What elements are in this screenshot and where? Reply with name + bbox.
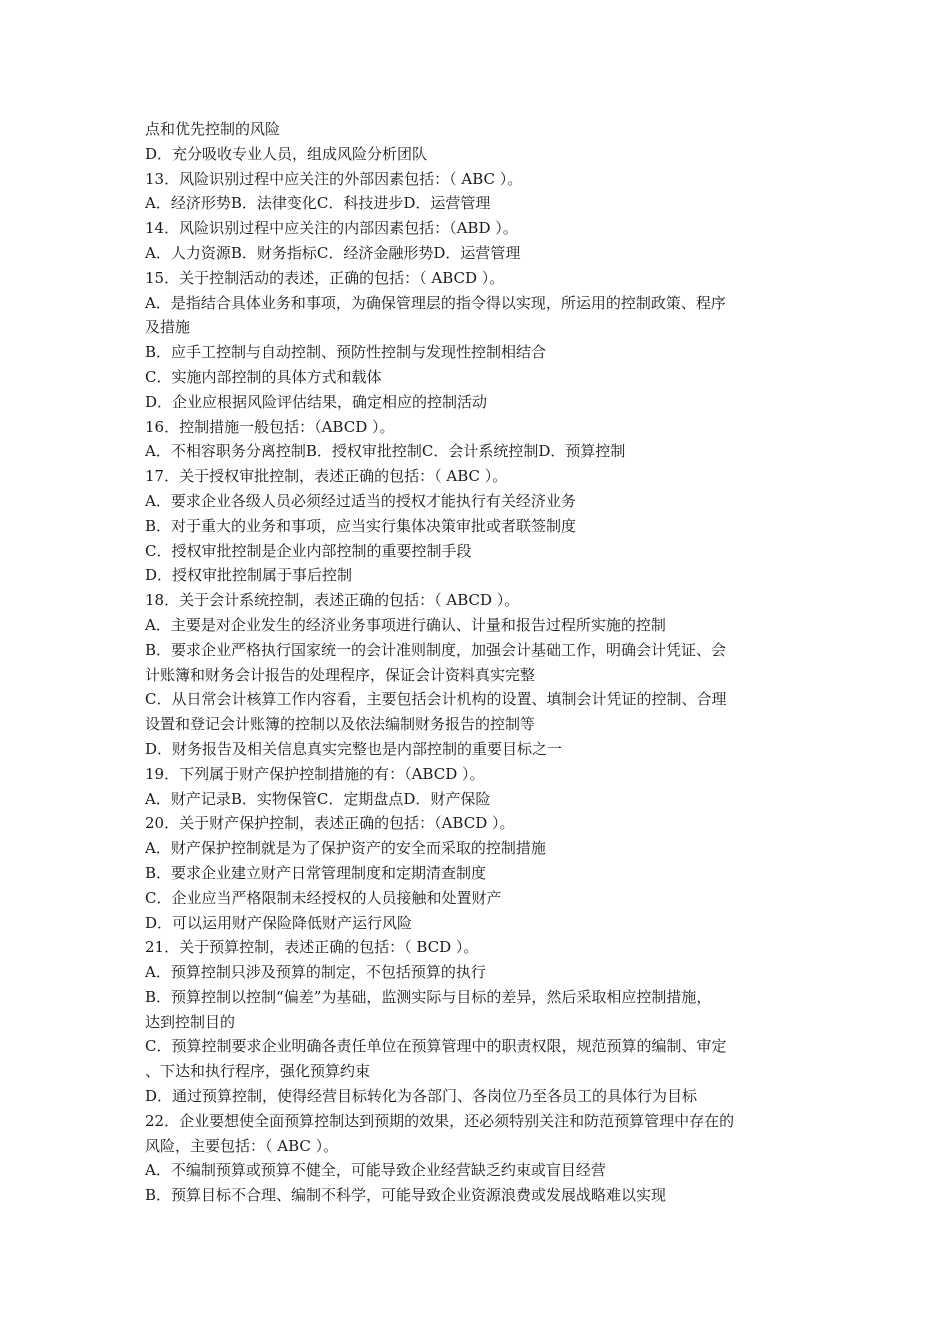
option-line: B．要求企业严格执行国家统一的会计准则制度，加强会计基础工作，明确会计凭证、会 — [145, 640, 727, 659]
option-line: C．预算控制要求企业明确各责任单位在预算管理中的职责权限，规范预算的编制、审定 — [145, 1037, 727, 1056]
option-line: 计账簿和财务会计报告的处理程序，保证会计资料真实完整 — [145, 665, 536, 684]
option-line: B．预算目标不合理、编制不科学，可能导致企业资源浪费或发展战略难以实现 — [145, 1186, 667, 1205]
option-line: A．不相容职务分离控制B．授权审批控制C．会计系统控制D．预算控制 — [145, 442, 626, 461]
option-line: A．主要是对企业发生的经济业务事项进行确认、计量和报告过程所实施的控制 — [145, 615, 666, 634]
option-line: C．企业应当严格限制未经授权的人员接触和处置财产 — [145, 888, 502, 907]
document-page — [145, 117, 805, 1208]
option-line: C．实施内部控制的具体方式和载体 — [145, 367, 382, 386]
text-line: 点和优先控制的风险 — [145, 120, 281, 138]
text-line: D．充分吸收专业人员，组成风险分析团队 — [145, 144, 428, 163]
question-line: 17．关于授权审批控制，表述正确的包括：（ ABC ）。 — [145, 467, 508, 486]
option-line: A．人力资源B．财务指标C．经济金融形势D．运营管理 — [145, 243, 521, 262]
option-line: 设置和登记会计账簿的控制以及依法编制财务报告的控制等 — [145, 715, 536, 734]
option-line: A．是指结合具体业务和事项，为确保管理层的指令得以实现，所运用的控制政策、程序 — [145, 293, 726, 312]
option-line: D．财务报告及相关信息真实完整也是内部控制的重要目标之一 — [145, 739, 563, 758]
question-line: 16．控制措施一般包括：（ABCD ）。 — [145, 417, 395, 436]
question-line: 18．关于会计系统控制，表述正确的包括：（ ABCD ）。 — [145, 591, 520, 610]
question-line: 15．关于控制活动的表述，正确的包括：（ ABCD ）。 — [145, 268, 505, 287]
option-line: A．要求企业各级人员必须经过适当的授权才能执行有关经济业务 — [145, 491, 576, 510]
option-line: B．预算控制以控制“偏差”为基础，监测实际与目标的差异，然后采取相应控制措施， — [145, 987, 712, 1006]
option-line: A．不编制预算或预算不健全，可能导致企业经营缺乏约束或盲目经营 — [145, 1161, 606, 1180]
option-line: C．从日常会计核算工作内容看，主要包括会计机构的设置、填制会计凭证的控制、合理 — [145, 690, 727, 709]
option-line: B．应手工控制与自动控制、预防性控制与发现性控制相结合 — [145, 343, 547, 362]
question-line: 13．风险识别过程中应关注的外部因素包括：（ ABC ）。 — [145, 169, 523, 188]
question-line: 20．关于财产保护控制，表述正确的包括：（ABCD ）。 — [145, 814, 515, 833]
question-line: 14．风险识别过程中应关注的内部因素包括：（ABD ）。 — [145, 219, 518, 238]
option-line: C．授权审批控制是企业内部控制的重要控制手段 — [145, 541, 472, 560]
option-line: D．可以运用财产保险降低财产运行风险 — [145, 913, 413, 932]
option-line: 达到控制目的 — [145, 1012, 236, 1031]
option-line: A．财产记录B．实物保管C．定期盘点D．财产保险 — [145, 789, 491, 808]
question-line: 22．企业要想使全面预算控制达到预期的效果，还必须特别关注和防范预算管理中存在的 — [145, 1111, 735, 1130]
option-line: A．财产保护控制就是为了保护资产的安全而采取的控制措施 — [145, 839, 546, 858]
option-line: B．要求企业建立财产日常管理制度和定期清查制度 — [145, 863, 487, 882]
option-line: D．通过预算控制，使得经营目标转化为各部门、各岗位乃至各员工的具体行为目标 — [145, 1087, 698, 1106]
option-line: D．授权审批控制属于事后控制 — [145, 566, 353, 585]
question-line: 风险，主要包括：（ ABC ）。 — [145, 1136, 339, 1155]
option-line: A．预算控制只涉及预算的制定，不包括预算的执行 — [145, 963, 486, 982]
option-line: A．经济形势B．法律变化C．科技进步D．运营管理 — [145, 194, 491, 213]
option-line: D．企业应根据风险评估结果，确定相应的控制活动 — [145, 392, 488, 411]
option-line: B．对于重大的业务和事项，应当实行集体决策审批或者联签制度 — [145, 516, 577, 535]
question-line: 19．下列属于财产保护控制措施的有：（ABCD ）。 — [145, 764, 485, 783]
option-line: 及措施 — [145, 318, 191, 337]
option-line: 、下达和执行程序，强化预算约束 — [145, 1062, 371, 1081]
question-line: 21．关于预算控制，表述正确的包括：（ BCD ）。 — [145, 938, 479, 957]
